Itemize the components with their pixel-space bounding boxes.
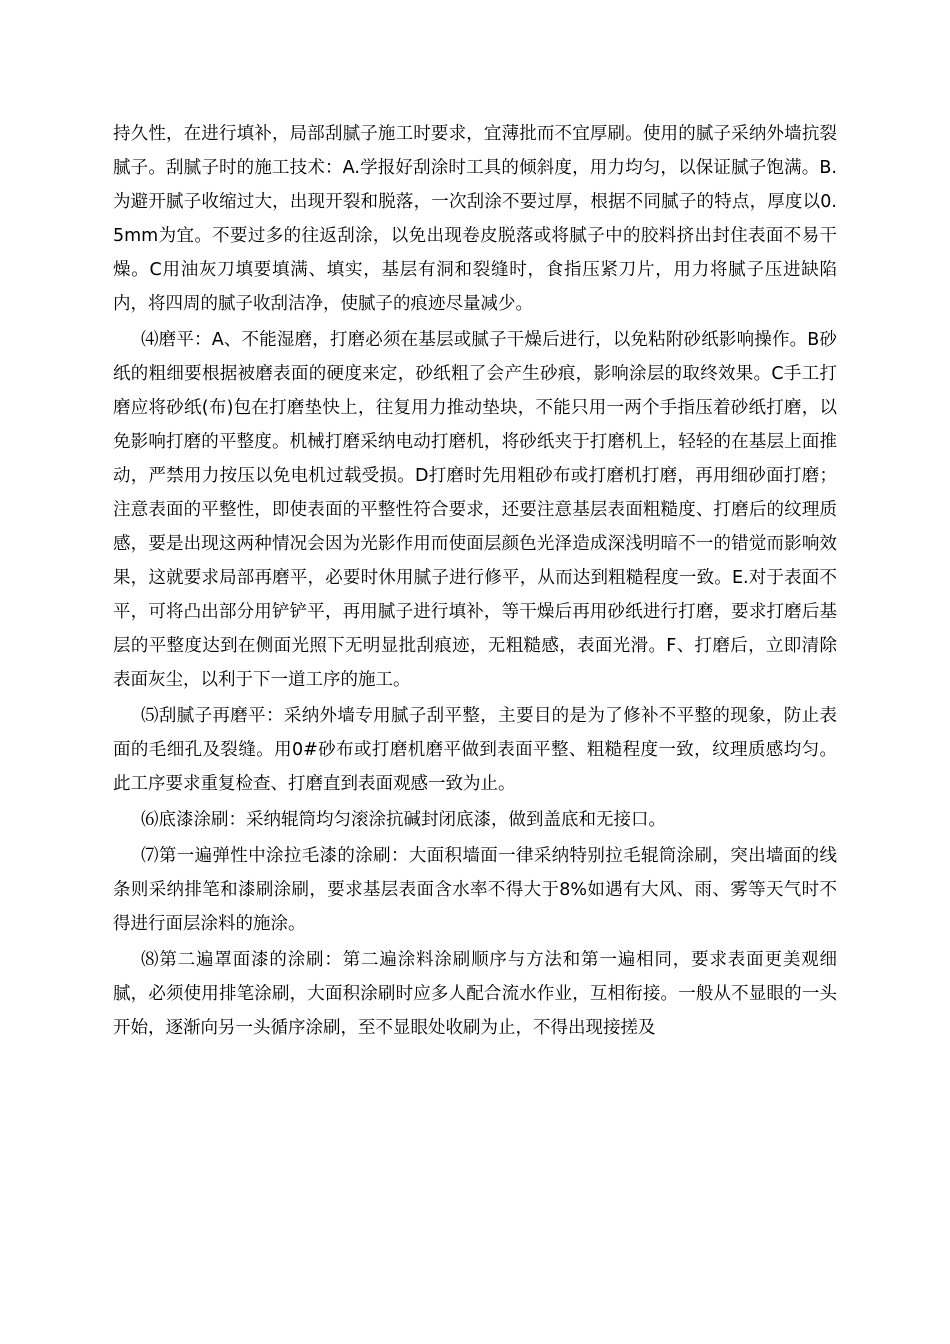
paragraph-putty-technique: 持久性，在进行填补，局部刮腻子施工时要求，宜薄批而不宜厚刷。使用的腻子采纳外墙抗裂腻子。刮腻子时的施工技术：A.学报好刮涂时工具的倾斜度，用力均匀，以保证腻子饱满。B.为避开腻子收缩过大，出现开裂和脱落，一次刮涂不要过厚，根据不同腻子的特点，厚度以0.5mm为宜。不要过多的往返刮涂，以免出现卷皮脱落或将腻子中的胶料挤出封住表面不易干燥。C用油灰刀填要填满、填实，基层有洞和裂缝时，食指压紧刀片，用力将腻子压进缺陷内，将四周的腻子收刮洁净，使腻子的痕迹尽量减少。 <box>113 124 837 314</box>
document-page <box>113 117 837 1047</box>
paragraph-step-8-second-coat: ⑻第二遍罩面漆的涂刷：第二遍涂料涂刷顺序与方法和第一遍相同，要求表面更美观细腻，必须使用排笔涂刷，大面积涂刷时应多人配合流水作业，互相衔接。一般从不显眼的一头开始，逐渐向另一头循序涂刷，至不显眼处收刷为止，不得出现接搓及 <box>113 950 837 1038</box>
paragraph-step-5-putty-sand-again: ⑸刮腻子再磨平：采纳外墙专用腻子刮平整，主要目的是为了修补不平整的现象，防止表面的毛细孔及裂缝。用0#砂布或打磨机磨平做到表面平整、粗糙程度一致，纹理质感均匀。此工序要求重复检查、打磨直到表面观感一致为止。 <box>113 706 837 794</box>
paragraph-step-4-sanding: ⑷磨平：A、不能湿磨，打磨必须在基层或腻子干燥后进行，以免粘附砂纸影响操作。B砂纸的粗细要根据被磨表面的硬度来定，砂纸粗了会产生砂痕，影响涂层的取终效果。C手工打磨应将砂纸(布)包在打磨垫快上，往复用力推动垫块，不能只用一两个手指压着砂纸打磨，以免影响打磨的平整度。机械打磨采纳电动打磨机，将砂纸夹于打磨机上，轻轻的在基层上面推动，严禁用力按压以免电机过载受损。D打磨时先用粗砂布或打磨机打磨，再用细砂面打磨；注意表面的平整性，即使表面的平整性符合要求，还要注意基层表面粗糙度、打磨后的纹理质感，要是出现这两种情况会因为光影作用而使面层颜色光泽造成深浅明暗不一的错觉而影响效果，这就要求局部再磨平，必要时休用腻子进行修平，从而达到粗糙程度一致。E.对于表面不平，可将凸出部分用铲铲平，再用腻子进行填补，等干燥后再用砂纸进行打磨，要求打磨后基层的平整度达到在侧面光照下无明显批刮痕迹，无粗糙感，表面光滑。F、打磨后，立即清除表面灰尘，以利于下一道工序的施工。 <box>113 330 837 690</box>
paragraph-step-6-primer: ⑹底漆涂刷：采纳辊筒均匀滚涂抗碱封闭底漆，做到盖底和无接口。 <box>141 810 666 830</box>
paragraph-step-7-first-coat: ⑺第一遍弹性中涂拉毛漆的涂刷：大面积墙面一律采纳特别拉毛辊筒涂刷，突出墙面的线条则采纳排笔和漆刷涂刷，要求基层表面含水率不得大于8%如遇有大风、雨、雾等天气时不得进行面层涂料的施涂。 <box>113 846 837 934</box>
